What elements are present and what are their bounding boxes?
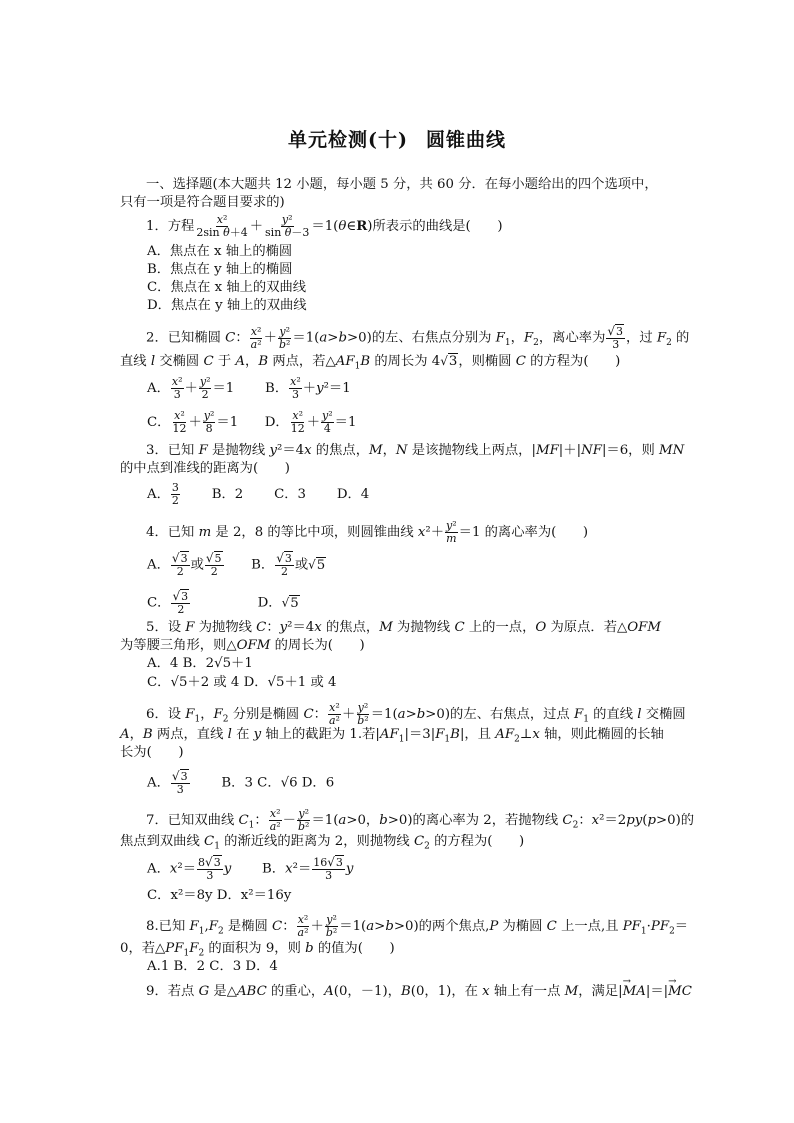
question-6-line2: A，B 两点，直线 l 在 y 轴上的截距为 1.若$|AF_1|=3|F_1B|$，且 $AF_2\perp x$ 轴，则此椭圆的长轴 [120,727,664,745]
question-2: 2．已知椭圆 C： $\frac{\text{x²}}{\text{a²}}$ ＋ $\frac{\text{y²}}{\text{b²}}$ ＝1(a>b>0)的左、右焦点分别为 $F_1$，$F_2$，离心率为 $\frac{√3}{3}$ ，过 $F_2$ 的 [146,324,690,351]
question-3: 3．已知 F 是抛物线 y²＝4x 的焦点，M，N 是该抛物线上两点，|MF|＋|NF|＝6，则 MN [146,443,685,458]
q1-option-d: D．焦点在 y 轴上的双曲线 [147,298,307,313]
q6-options: A． $\frac{√3}{3}$ B．3 C．√6 D．6 [147,769,335,796]
title-topic: 圆锥曲线 [425,129,506,151]
question-6-line3: 长为( ) [120,745,184,760]
question-1: 1．方程 $\frac{\text{x²}}{\text{2sin θ＋4}}$ ＋ $\frac{\text{y²}}{\text{sin θ－3}}$ ＝1(θ∈R)所表示的曲线是( ) [146,213,503,239]
q3-options: A． $\frac{3}{2}$ B．2 C．3 D．4 [147,481,370,507]
q1-option-a: A．焦点在 x 轴上的椭圆 [147,244,293,259]
question-4: 4．已知 m 是 2，8 的等比中项，则圆锥曲线 x²＋ $\frac{\text{y²}}{m}$ ＝1 的离心率为( ) [146,519,589,545]
q2-options-ab: A． $\frac{\text{x²}}{3}$ ＋ $\frac{\text{y²}}{2}$ ＝1 B． $\frac{\text{x²}}{3}$ ＋y²＝1 [147,375,351,401]
q5-options-cd: C．√5＋2 或 4 D．√5＋1 或 4 [147,675,337,690]
q4-options-ab: A． $\frac{√3}{2}$ 或 $\frac{√5}{2}$ B． $\frac{√3}{2}$ 或√5 [147,551,326,578]
question-9: 9．若点 G 是△ABC 的重心，A(0，－1)，B(0，1)，在 x 轴上有一点 M，满足|MA →|＝|MC → [146,984,692,1000]
section-heading-line1: 一、选择题(本大题共 12 小题，每小题 5 分，共 60 分．在每小题给出的四个选项中， [146,177,658,192]
question-5-line2: 为等腰三角形，则△OFM 的周长为( ) [120,638,365,653]
q6-options-bcd: B．3 C．√6 D．6 [221,775,335,791]
question-6: 6．设 $F_1$，$F_2$ 分别是椭圆 C： $\frac{\text{x²}}{\text{a²}}$ ＋ $\frac{\text{y²}}{\text{b²}}$ ＝1(a>b>0)的左、右焦点，过点 $F_1$ 的直线 l 交椭圆 [146,701,686,727]
question-8-line2: 0，若$\triangle PF_1F_2$ 的面积为 9，则 b 的值为( ) [120,941,395,959]
question-2-line2: 直线 l 交椭圆 C 于 A，B 两点，若$\triangle AF_1B$ 的周长为 4√3，则椭圆 C 的方程为( ) [120,354,621,372]
q7-options-ab: A．x²＝ $\frac{8√3}{3}$ y B．x²＝ $\frac{16√3}{3}$ y [147,855,354,882]
title-main: 单元检测(十) [288,129,408,151]
question-5: 5．设 F 为抛物线 C：y²＝4x 的焦点，M 为抛物线 C 上的一点，O 为原点．若△OFM [146,620,661,635]
page-title [0,125,794,152]
question-3-line2: 的中点到准线的距离为( ) [120,461,290,476]
section-heading-line2: 只有一项是符合题目要求的) [120,195,285,210]
q8-options: A.1 B．2 C．3 D．4 [147,959,278,974]
question-8: 8.已知 $F_1,F_2$ 是椭圆 C： $\frac{\text{x²}}{\text{a²}}$ ＋ $\frac{\text{y²}}{\text{b²}}$ ＝1(a>b>0)的两个焦点,P 为椭圆 C 上一点,且 $PF_1\cdot PF_2=$ [146,913,689,939]
q5-options-ab: A．4 B．2√5＋1 [147,656,253,671]
q2-options-cd: C． $\frac{\text{x²}}{12}$ ＋ $\frac{\text{y²}}{8}$ ＝1 D． $\frac{\text{x²}}{12}$ ＋ $\frac{\text{y²}}{4}$ ＝1 [147,409,357,435]
question-7: 7．已知双曲线 $C_1$： $\frac{\text{x²}}{\text{a²}}$ － $\frac{\text{y²}}{\text{b²}}$ ＝1(a>0，b>0)的离心率为 2，若抛物线 $C_2$：x²＝2py(p>0)的 [146,807,695,833]
q7-options-cd: C．x²＝8y D．x²＝16y [147,888,292,903]
q1-option-b: B．焦点在 y 轴上的椭圆 [147,262,293,277]
question-7-line2: 焦点到双曲线 $C_1$ 的渐近线的距离为 2，则抛物线 $C_2$ 的方程为( ) [120,834,525,852]
q4-options-cd: C． $\frac{√3}{2}$ D．√5 [147,589,299,616]
q1-option-c: C．焦点在 x 轴上的双曲线 [147,280,307,295]
